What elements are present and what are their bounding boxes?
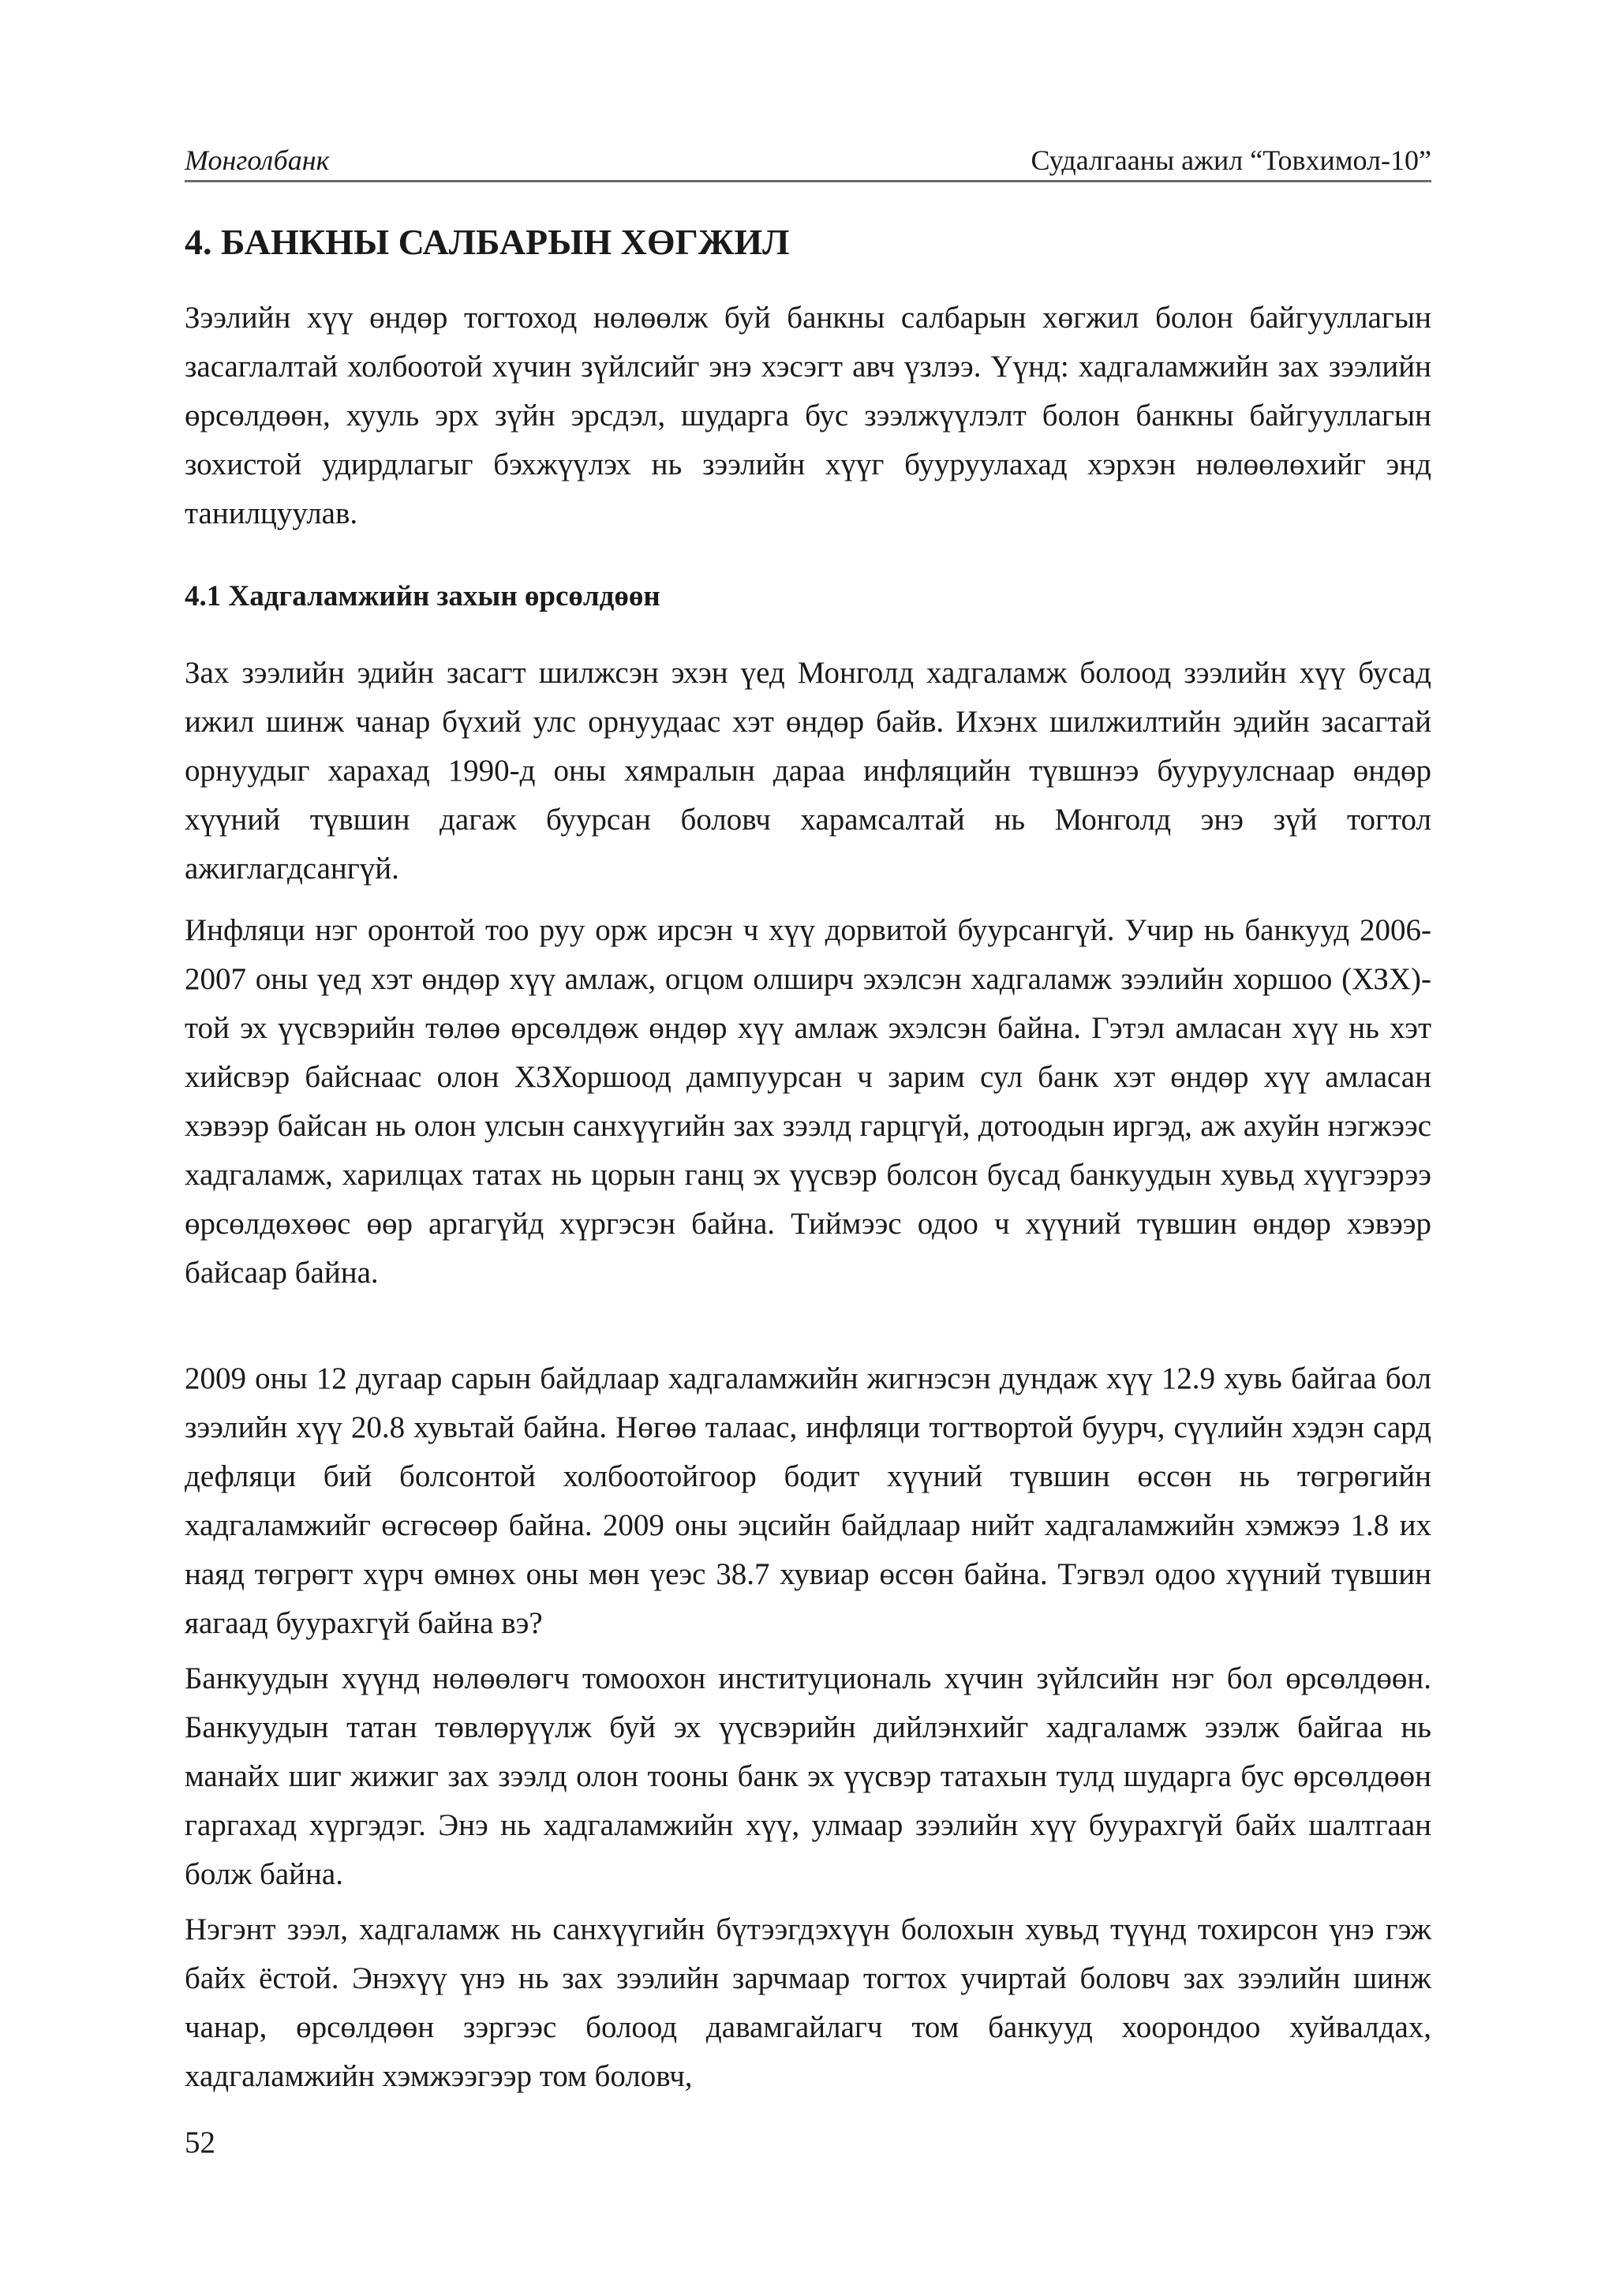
- header-publication-title: Судалгааны ажил “Товхимол-10”: [1031, 144, 1431, 176]
- header-divider: [185, 180, 1431, 182]
- header-publisher: Монголбанк: [185, 144, 330, 176]
- body-paragraph: Зах зээлийн эдийн засагт шилжсэн эхэн үед Монголд хадгаламж болоод зээлийн хүү бусад ижил шинж чанар бүхий улс орнуудаас хэт өндөр байв. Ихэнх шилжилтийн эдийн засагтай орнуудыг харахад 1990-д оны хямралын дараа инфляцийн түвшнээ бууруулснаар өндөр хүүний түвшин дагаж буурсан боловч харамсалтай нь Монголд энэ зүй тогтол ажиглагдсангүй.: [185, 656, 1431, 886]
- body-paragraph: Инфляци нэг оронтой тоо руу орж ирсэн ч хүү дорвитой буурсангүй. Учир нь банкууд 2006-2007 оны үед хэт өндөр хүү амлаж, огцом олширч эхэлсэн хадгаламж зээлийн хоршоо (ХЗХ)-той эх үүсвэрийн төлөө өрсөлдөж өндөр хүү амлаж эхэлсэн байна. Гэтэл амласан хүү нь хэт хийсвэр байснаас олон ХЗХоршоод дампуурсан ч зарим сул банк хэт өндөр хүү амласан хэвээр байсан нь олон улсын санхүүгийн зах зээлд гарцгүй, дотоодын иргэд, аж ахуйн нэгжээс хадгаламж, харилцах татах нь цорын ганц эх үүсвэр болсон бусад банкуудын хувьд хүүгээрээ өрсөлдөхөөс өөр аргагүйд хүргэсэн байна. Тиймээс одоо ч хүүний түвшин өндөр хэвээр байсаар байна.: [185, 913, 1431, 1290]
- intro-paragraph: Зээлийн хүү өндөр тогтоход нөлөөлж буй банкны салбарын хөгжил болон байгууллагын засаглалтай холбоотой хүчин зүйлсийг энэ хэсэгт авч үзлээ. Үүнд: хадгаламжийн зах зээлийн өрсөлдөөн, хууль эрх зүйн эрсдэл, шударга бус зээлжүүлэлт болон банкны байгууллагын зохистой удирдлагыг бэхжүүлэх нь зээлийн хүүг бууруулахад хэрхэн нөлөөлөхийг энд танилцуулав.: [185, 301, 1431, 530]
- body-paragraph: Банкуудын хүүнд нөлөөлөгч томоохон институциональ хүчин зүйлсийн нэг бол өрсөлдөөн. Банкуудын татан төвлөрүүлж буй эх үүсвэрийн дийлэнхийг хадгаламж эзэлж байгаа нь манайх шиг жижиг зах зээлд олон тооны банк эх үүсвэр татахын тулд шударга бус өрсөлдөөн гаргахад хүргэдэг. Энэ нь хадгаламжийн хүү, улмаар зээлийн хүү буурахгүй байх шалтгаан болж байна.: [185, 1661, 1431, 1891]
- chapter-title: 4. БАНКНЫ САЛБАРЫН ХӨГЖИЛ: [185, 222, 790, 262]
- section-title: 4.1 Хадгаламжийн захын өрсөлдөөн: [185, 580, 660, 612]
- page-number: 52: [185, 2126, 215, 2159]
- body-paragraph: Нэгэнт зээл, хадгаламж нь санхүүгийн бүтээгдэхүүн болохын хувьд түүнд тохирсон үнэ гэж байх ёстой. Энэхүү үнэ нь зах зээлийн зарчмаар тогтох учиртай боловч зах зээлийн шинж чанар, өрсөлдөөн зэргээс болоод давамгайлагч том банкууд хоорондоо хуйвалдах, хадгаламжийн хэмжээгээр том боловч,: [185, 1912, 1431, 2093]
- body-paragraph: 2009 оны 12 дугаар сарын байдлаар хадгаламжийн жигнэсэн дундаж хүү 12.9 хувь байгаа бол зээлийн хүү 20.8 хувьтай байна. Нөгөө талаас, инфляци тогтвортой буурч, сүүлийн хэдэн сард дефляци бий болсонтой холбоотойгоор бодит хүүний түвшин өссөн нь төгрөгийн хадгаламжийг өсгөсөөр байна. 2009 оны эцсийн байдлаар нийт хадгаламжийн хэмжээ 1.8 их наяд төгрөгт хүрч өмнөх оны мөн үеэс 38.7 хувиар өссөн байна. Тэгвэл одоо хүүний түвшин яагаад буурахгүй байна вэ?: [185, 1361, 1431, 1640]
- document-page: [185, 0, 1431, 2296]
- running-header: [185, 140, 1431, 180]
